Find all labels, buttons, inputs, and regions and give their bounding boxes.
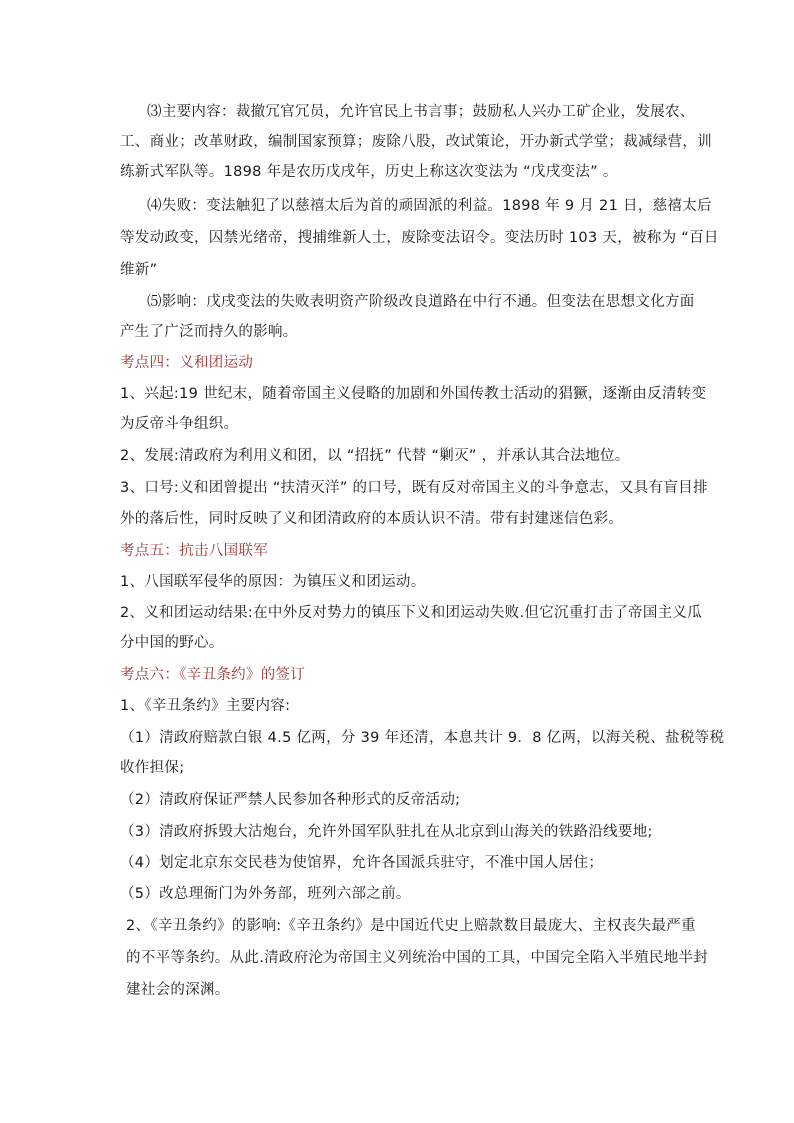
text-line: 1、兴起:19 世纪末，随着帝国主义侵略的加剧和外国传教士活动的猖獗，逐渐由反清转变: [120, 386, 707, 402]
text-line: 工、商业；改革财政，编制国家预算；废除八股，改试策论，开办新式学堂；裁减绿营，训: [120, 134, 712, 150]
text-line: 维新”: [120, 262, 158, 278]
text-line: 建社会的深渊。: [126, 982, 230, 998]
text-line: 等发动政变，囚禁光绪帝，搜捕维新人士，废除变法诏令。变法历时 103 天，被称为 “百日: [120, 230, 719, 246]
text-line: 的不平等条约。从此.清政府沦为帝国主义列统治中国的工具，中国完全陷入半殖民地半封: [126, 950, 709, 966]
text-line: （5）改总理衙门为外务部，班列六部之前。: [120, 886, 411, 902]
section-heading: 考点四：义和团运动: [120, 355, 254, 371]
text-line: （2）清政府保证严禁人民参加各种形式的反帝活动;: [120, 792, 461, 808]
text-line: 分中国的野心。: [120, 635, 224, 651]
text-line: ⑸影响：戊戌变法的失败表明资产阶级改良道路在中行不通。但变法在思想文化方面: [147, 294, 695, 310]
section-heading: 考点六：《辛丑条约》的签订: [120, 667, 306, 683]
section-heading: 考点五：抗击八国联军: [120, 543, 268, 559]
text-line: 产生了广泛而持久的影响。: [120, 324, 298, 340]
text-line: 为反帝斗争组织。: [120, 416, 239, 432]
text-line: 2、发展:清政府为利用义和团，以 “招抚” 代替 “剿灭” ，并承认其合法地位。: [120, 448, 630, 464]
text-line: （1）清政府赔款白银 4.5 亿两，分 39 年还清，本息共计 9．8 亿两，以海关税、盐税等税: [120, 730, 725, 746]
text-line: 外的落后性，同时反映了义和团清政府的本质认识不清。带有封建迷信色彩。: [120, 511, 624, 527]
text-line: 3、口号:义和团曾提出 “扶清灭洋” 的口号，既有反对帝国主义的斗争意志，又具有盲目排: [120, 480, 708, 496]
text-line: 2、《辛丑条约》的影响:《辛丑条约》是中国近代史上赔款数目最庞大、主权丧失最严重: [126, 918, 696, 934]
text-line: 1、《辛丑条约》主要内容:: [120, 698, 291, 714]
text-line: （4）划定北京东交民巷为使馆界，允许各国派兵驻守，不准中国人居住；: [120, 855, 604, 871]
text-line: ⑶主要内容：裁撤冗官冗员，允许官民上书言事；鼓励私人兴办工矿企业，发展农、: [147, 104, 695, 120]
text-line: 1、八国联军侵华的原因：为镇压义和团运动。: [120, 574, 426, 590]
text-line: 收作担保;: [120, 760, 185, 776]
text-line: 2、义和团运动结果:在中外反对势力的镇压下义和团运动失败.但它沉重打击了帝国主义瓜: [120, 605, 703, 621]
text-line: （3）清政府拆毁大沽炮台，允许外国军队驻扎在从北京到山海关的铁路沿线要地;: [120, 824, 653, 840]
text-line: 练新式军队等。1898 年是农历戊戌年，历史上称这次变法为 “戊戌变法” 。: [120, 164, 618, 180]
text-line: ⑷失败：变法触犯了以慈禧太后为首的顽固派的利益。1898 年 9 月 21 日，慈禧太后: [147, 198, 712, 214]
